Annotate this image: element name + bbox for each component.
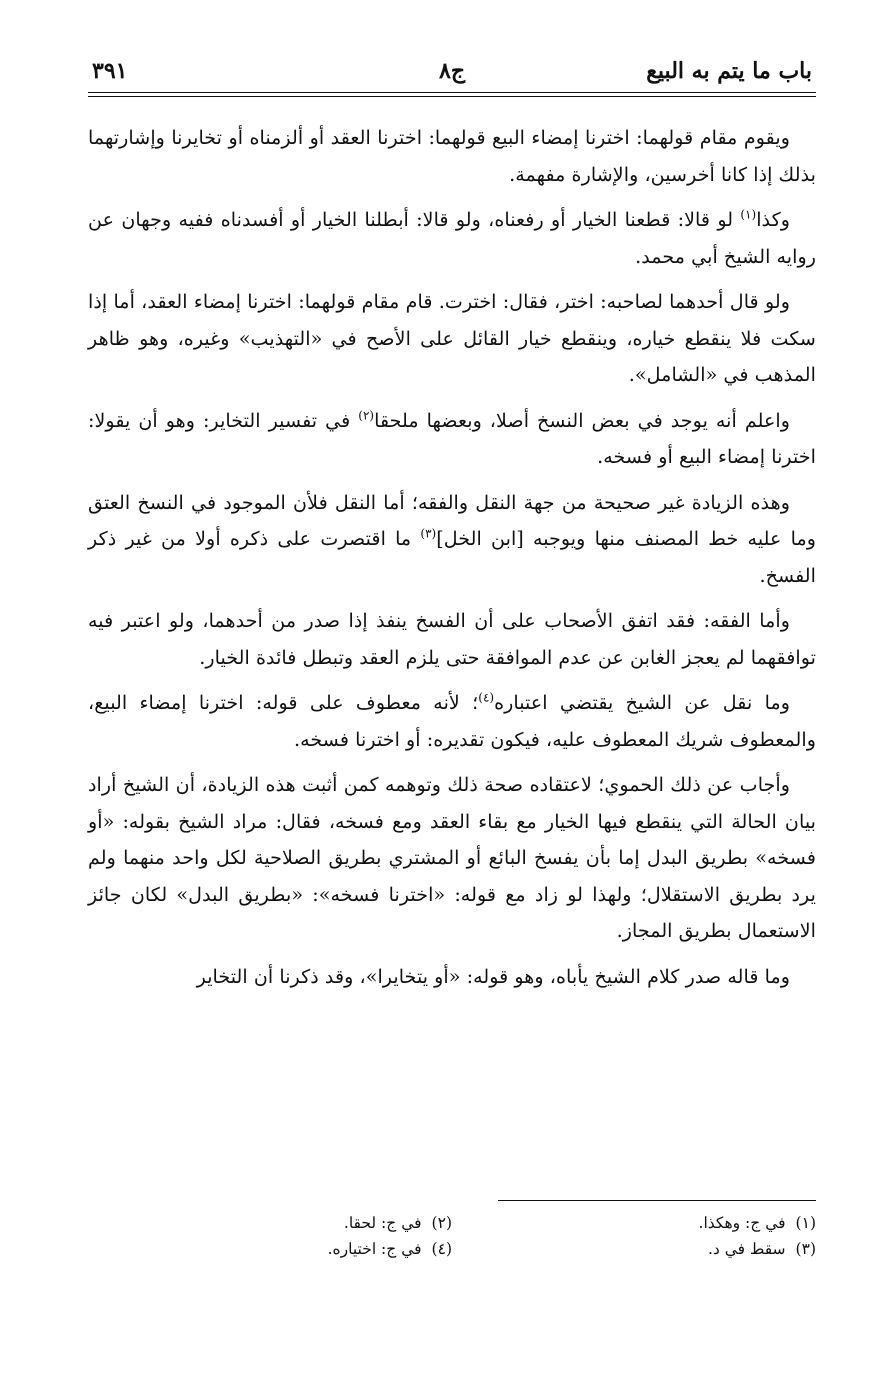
page [88,50,816,1340]
footnote-row [88,1236,816,1262]
paragraph: وما قاله صدر كلام الشيخ يأباه، وهو قوله: «أو يتخايرا»، وقد ذكرنا أن التخاير [196,964,790,988]
footnote-ref: (٢) [358,408,375,423]
footnote: (٤)في ج: اختياره. [327,1240,452,1258]
footnote-ref: (١) [740,207,757,222]
paragraph: ولو قال أحدهما لصاحبه: اختر، فقال: اخترت. قام مقام قولهما: اخترنا إمضاء العقد، أما إذا سكت فلا ينقطع خياره، وينقطع خيار القائل على الأصح في «التهذيب» وغيره، وهو ظاهر المذهب في «الشامل». [88,290,816,386]
main-text [88,120,816,1004]
paragraph: وأجاب عن ذلك الحموي؛ لاعتقاده صحة ذلك وتوهمه كمن أثبت هذه الزيادة، أن الشيخ أراد بيان الحالة التي ينقطع فيها الخيار مع بقاء العقد ومع فسخه، فقال: مراد الشيخ بقوله: «أو فسخه» بطريق البدل إما بأن يفسخ البائع أو المشتري بطريق الصلاحية لكل واحد منهما ولم يرد بطريق الاستقلال؛ ولهذا لو زاد مع قوله: «اخترنا فسخه»: «بطريق البدل» لكان جائز الاستعمال بطريق المجاز. [88,773,816,942]
page-number: ٣٩١ [92,58,128,84]
paragraph: وكذا$^{(١)}$ لو قالا: قطعنا الخيار أو رفعناه، ولو قالا: أبطلنا الخيار أو أفسدناه ففيه وجهان عن روايه الشيخ أبي محمد. [88,207,816,268]
paragraph: واعلم أنه يوجد في بعض النسخ أصلا، وبعضها ملحقا$^{(٢)}$ في تفسير التخاير: وهو أن يقولا: اخترنا إمضاء البيع أو فسخه. [88,408,816,468]
footnote-ref: (٤) [478,690,495,705]
footnote-row [88,1210,816,1236]
header-rule [88,92,816,93]
paragraph: ويقوم مقام قولهما: اخترنا إمضاء البيع قولهما: اخترنا العقد أو ألزمناه أو تخايرنا وإشارتهما بذلك إذا كانا أخرسين، والإشارة مفهمة. [88,126,816,186]
paragraph: وهذه الزيادة غير صحيحة من جهة النقل والفقه؛ أما النقل فلأن الموجود في النسخ العتق وما عليه خط المصنف منها ويوجبه [ابن الخل]$^{(٣)}$ ما اقتصرت على ذكره أولا من غير ذكر الفسخ. [88,490,816,587]
header-rule-thin [88,96,816,97]
footnote: (٢)في ج: لحقا. [343,1214,452,1232]
footnote-ref: (٣) [420,526,437,541]
paragraph: وما نقل عن الشيخ يقتضي اعتباره$^{(٤)}$؛ لأنه معطوف على قوله: اخترنا إمضاء البيع، والمعطوف شريك المعطوف عليه، فيكون تقديره: أو اخترنا فسخه. [88,690,816,751]
footnote: (٣)سقط في د. [707,1240,816,1258]
paragraph: وأما الفقه: فقد اتفق الأصحاب على أن الفسخ ينفذ إذا صدر من أحدهما، ولو اعتبر فيه توافقهما لم يعجز الغابن عن عدم الموافقة حتى يلزم العقد وتبطل فائدة الخيار. [88,609,816,669]
footnote-separator [498,1200,816,1201]
footnote: (١)في ج: وهكذا. [698,1214,816,1232]
running-header [88,50,816,88]
chapter-title: باب ما يتم به البيع [646,58,812,84]
volume-label: ج٨ [438,58,466,84]
footnotes [88,1210,816,1262]
